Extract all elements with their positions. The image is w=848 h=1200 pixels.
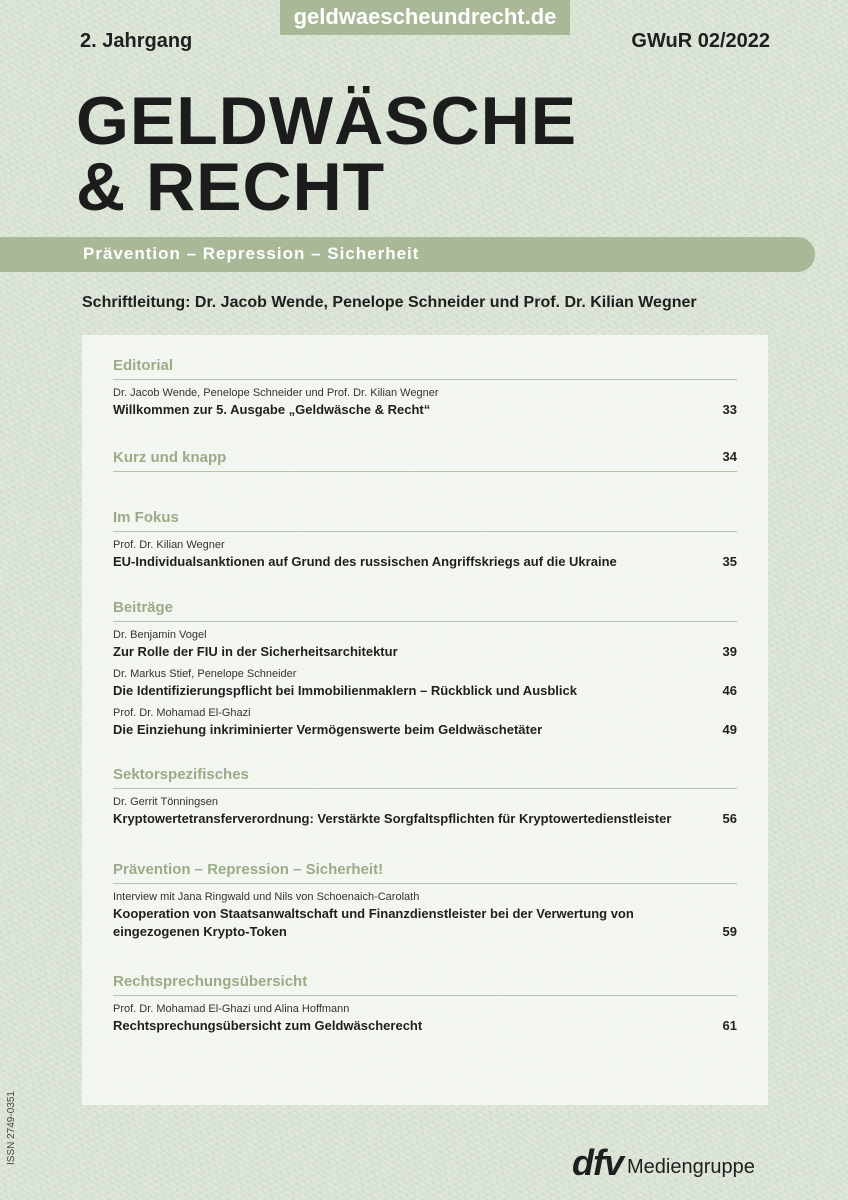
entry-author: Interview mit Jana Ringwald und Nils von Schoenaich-Carolath [113, 891, 420, 903]
toc-section-im-fokus [113, 509, 737, 571]
entry-title [113, 905, 737, 941]
editors-line: Schriftleitung: Dr. Jacob Wende, Penelope Schneider und Prof. Dr. Kilian Wegner [82, 294, 697, 311]
section-page: 34 [722, 449, 737, 464]
entry-author: Dr. Benjamin Vogel [113, 629, 207, 641]
entry-page: 39 [722, 644, 737, 659]
toc-entry[interactable] [113, 667, 737, 700]
entry-page: 46 [722, 683, 737, 698]
entry-author: Dr. Markus Stief, Penelope Schneider [113, 668, 297, 680]
entry-title-line2: eingezogenen Krypto-Token [113, 924, 287, 939]
section-heading: Editorial [113, 357, 737, 380]
entry-author: Prof. Dr. Mohamad El-Ghazi [113, 707, 251, 719]
section-heading: Im Fokus [113, 509, 737, 532]
toc-section-editorial [113, 357, 737, 419]
section-heading: Sektorspezifisches [113, 766, 737, 789]
entry-page: 35 [722, 554, 737, 569]
section-heading [113, 449, 737, 472]
entry-title: Die Einziehung inkriminierter Vermögenswerte beim Geldwäschetäter [113, 722, 543, 737]
journal-title-line2: & RECHT [76, 149, 386, 225]
entry-page: 59 [722, 924, 737, 939]
volume-label: 2. Jahrgang [80, 30, 193, 52]
entry-page: 33 [722, 402, 737, 417]
entry-title: EU-Individualsanktionen auf Grund des russischen Angriffskriegs auf die Ukraine [113, 554, 617, 569]
publisher-logo [572, 1140, 755, 1183]
section-heading: Prävention – Repression – Sicherheit! [113, 861, 737, 884]
entry-title: Willkommen zur 5. Ausgabe „Geldwäsche & Recht“ [113, 402, 431, 417]
toc-section-kurz-und-knapp[interactable] [113, 449, 737, 472]
section-heading-text: Kurz und knapp [113, 449, 227, 466]
toc-section-beitraege [113, 599, 737, 739]
entry-title: Zur Rolle der FIU in der Sicherheitsarchitektur [113, 644, 398, 659]
table-of-contents [82, 335, 768, 1105]
entry-author: Prof. Dr. Kilian Wegner [113, 539, 225, 551]
entry-title: Die Identifizierungspflicht bei Immobilienmaklern – Rückblick und Ausblick [113, 683, 577, 698]
website-url-tab: geldwaescheundrecht.de [280, 0, 570, 35]
toc-entry[interactable] [113, 386, 737, 419]
entry-author: Dr. Gerrit Tönningsen [113, 796, 218, 808]
toc-section-praevention [113, 861, 737, 941]
entry-page: 49 [722, 722, 737, 737]
logo-text: Mediengruppe [627, 1156, 755, 1178]
toc-entry[interactable] [113, 890, 737, 941]
journal-title-line1: GELDWÄSCHE [76, 83, 578, 159]
entry-title: Kryptowertetransferverordnung: Verstärkte Sorgfaltspflichten für Kryptowertedienstleister [113, 811, 672, 826]
section-heading: Rechtsprechungsübersicht [113, 973, 737, 996]
issue-label: GWuR 02/2022 [631, 30, 770, 52]
entry-author: Prof. Dr. Mohamad El-Ghazi und Alina Hoffmann [113, 1003, 350, 1015]
issn-label: ISSN 2749-0351 [6, 1091, 17, 1165]
journal-title [76, 83, 578, 225]
toc-section-rechtsprechung [113, 973, 737, 1035]
toc-entry[interactable] [113, 795, 737, 828]
entry-author: Dr. Jacob Wende, Penelope Schneider und Prof. Dr. Kilian Wegner [113, 387, 439, 399]
toc-entry[interactable] [113, 706, 737, 739]
toc-entry[interactable] [113, 538, 737, 571]
toc-section-sektorspezifisches [113, 766, 737, 828]
entry-title: Rechtsprechungsübersicht zum Geldwäscherecht [113, 1018, 423, 1033]
entry-page: 56 [722, 811, 737, 826]
tagline: Prävention – Repression – Sicherheit [83, 244, 420, 263]
entry-page: 61 [722, 1018, 737, 1033]
entry-title-line1: Kooperation von Staatsanwaltschaft und Finanzdienstleister bei der Verwertung von [113, 906, 634, 921]
toc-entry[interactable] [113, 628, 737, 661]
toc-entry[interactable] [113, 1002, 737, 1035]
section-heading: Beiträge [113, 599, 737, 622]
dfv-logo-mark: dfv [572, 1142, 623, 1183]
